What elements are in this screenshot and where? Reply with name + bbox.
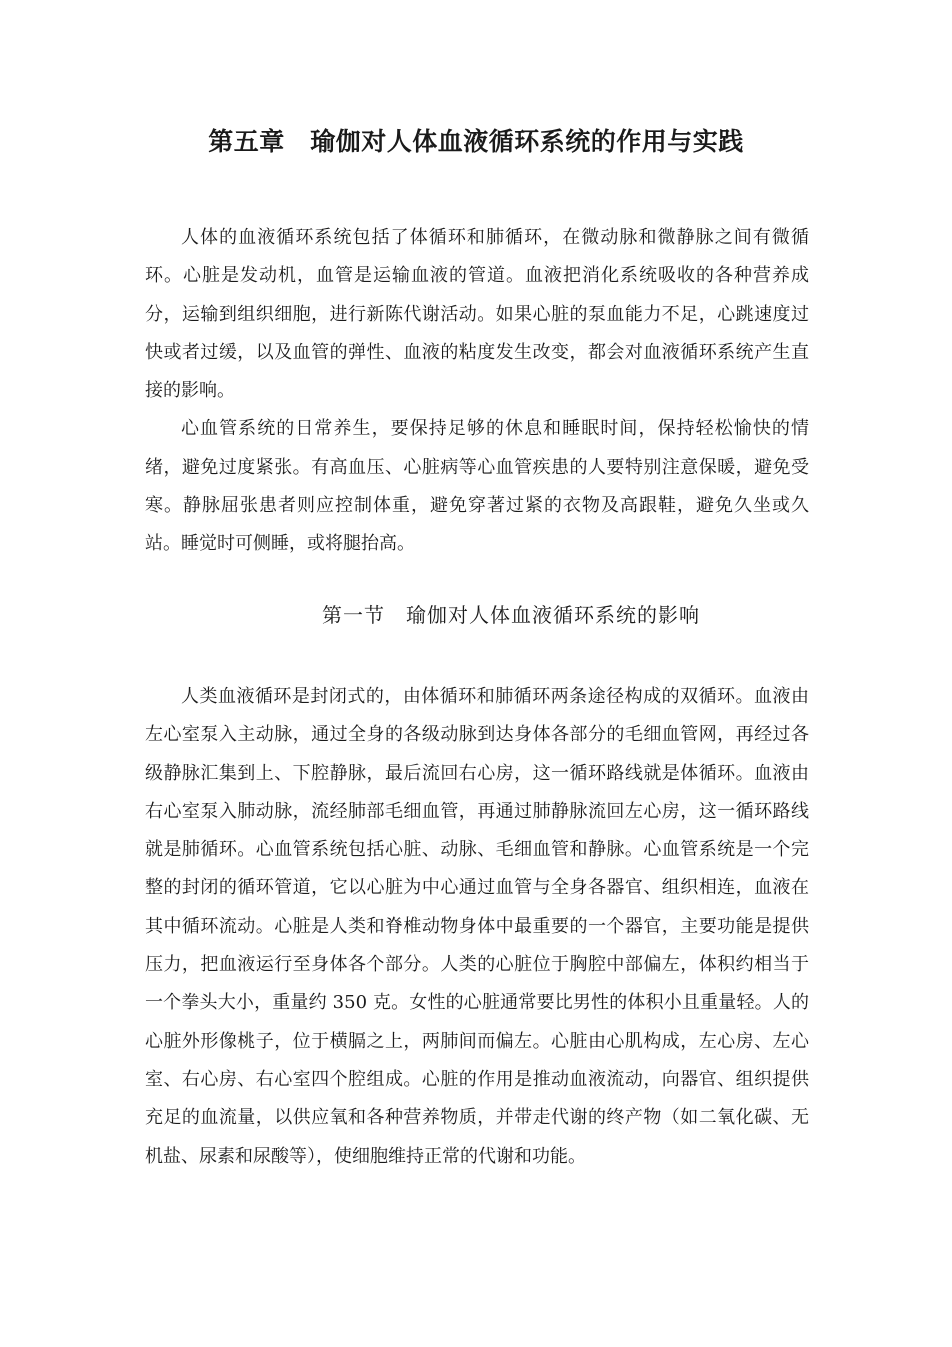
intro-paragraph-1: 人体的血液循环系统包括了体循环和肺循环，在微动脉和微静脉之间有微循环。心脏是发动机，血管是运输血液的管道。血液把消化系统吸收的各种营养成分，运输到组织细胞，进行新陈代谢活动。如果心脏的泵血能力不足，心跳速度过快或者过缓，以及血管的弹性、血液的粘度发生改变，都会对血液循环系统产生直接的影响。 <box>145 227 809 402</box>
section-text <box>145 678 809 1176</box>
intro-paragraph-2: 心血管系统的日常养生，要保持足够的休息和睡眠时间，保持轻松愉快的情绪，避免过度紧张。有高血压、心脏病等心血管疾患的人要特别注意保暖，避免受寒。静脉屈张患者则应控制体重，避免穿著过紧的衣物及高跟鞋，避免久坐或久站。睡觉时可侧睡，或将腿抬高。 <box>145 418 809 555</box>
section-paragraph-1: 人类血液循环是封闭式的，由体循环和肺循环两条途径构成的双循环。血液由左心室泵入主动脉，通过全身的各级动脉到达身体各部分的毛细血管网，再经过各级静脉汇集到上、下腔静脉，最后流回右心房，这一循环路线就是体循环。血液由右心室泵入肺动脉，流经肺部毛细血管，再通过肺静脉流回左心房，这一循环路线就是肺循环。心血管系统包括心脏、动脉、毛细血管和静脉。心血管系统是一个完整的封闭的循环管道，它以心脏为中心通过血管与全身各器官、组织相连，血液在其中循环流动。心脏是人类和脊椎动物身体中最重要的一个器官，主要功能是提供压力，把血液运行至身体各个部分。人类的心脏位于胸腔中部偏左，体积约相当于一个拳头大小，重量约 350 克。女性的心脏通常要比男性的体积小且重量轻。人的心脏外形像桃子，位于横膈之上，两肺间而偏左。心脏由心肌构成，左心房、左心室、右心房、右心室四个腔组成。心脏的作用是推动血液流动，向器官、组织提供充足的血流量，以供应氧和各种营养物质，并带走代谢的终产物（如二氧化碳、无机盐、尿素和尿酸等），使细胞维持正常的代谢和功能。 <box>145 686 809 1167</box>
section-title: 第一节 瑜伽对人体血液循环系统的影响 <box>322 603 700 627</box>
intro-text <box>145 219 809 564</box>
chapter-title: 第五章 瑜伽对人体血液循环系统的作用与实践 <box>208 127 744 156</box>
